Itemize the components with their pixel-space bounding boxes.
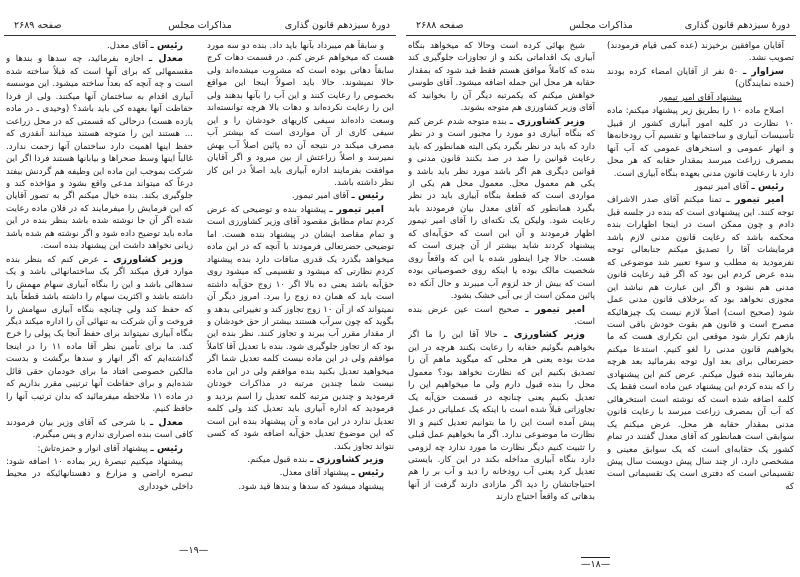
speaker-name: معدل ـ [150, 416, 183, 428]
paragraph-text: آقای امیر تیمور. [291, 191, 349, 202]
paragraph [607, 92, 794, 104]
page-footer-number: —۱۸— [581, 559, 611, 570]
speaker-name: امیر تیمور ـ [329, 203, 384, 215]
text-column [408, 40, 595, 530]
speaker-name: وزیر کشاورزی ـ [509, 115, 585, 127]
paragraph [408, 329, 595, 503]
paragraph-text: آقایان موافقین برخیزند (عده کمی قیام فرمودند) تصویب نشد. [607, 41, 794, 64]
paragraph [607, 105, 794, 180]
header-rule [4, 35, 396, 36]
paragraph-text: عرض کنم که بنظر بنده موارد فرق میکند اگر یک ساختمانهائی باشد و یک سدهائی باشد و این را بنگاه آبیاری سهام مهمش را داشته باشد و اکثریت سهام را داشته باشد قطعاً باید که حفظ کند ولی چنانچه بنگاه آبیاری سهامش را فروخت و آن شرکت به تنهائی آن را اداره میکند دیگر بنگاه آبیاری نمیتواند برای حفظ آنجا یک پولی را خرج کند. ما برای تأمین نظر آقا ماده ۱۱ را در اینجا گذاشته‌ایم که اگر انهار و سدها برگشت و بدست مالکین خصوصی افتاد ما برای خودمان حقی قائل شده‌ایم و برای حفاظت آنها ترتیبی مقرر بداریم که در ماده ۱۱ ملاحظه میفرمائید که بدان ترتیب آنها را حافظ کنیم. [6, 254, 193, 415]
paragraph [607, 181, 794, 193]
paragraph [6, 40, 193, 52]
paragraph [607, 40, 794, 65]
paragraph [408, 116, 595, 303]
page-footer-number: —۱۹— [179, 545, 209, 556]
page-2689 [4, 0, 396, 577]
speaker-name: رئیس ـ [150, 40, 183, 51]
paragraph-text: اجازه بفرمائید، چه سدها و بندها و مقسمهائی که برای آنها است که قبلاً ساخته شده است و چه آنچه که بعداً ساخته میشود. این موسسه آبیاری اقدام به ساختمان آنها میکنند. ولی از فردا حفاظت آنها بعهده کی باید باشد؟ (وحیدی ـ در ماده یازده هست) درحالی که قسمتی که در محل زراعت ... هستند این را متوجه هستند میدانند آنقدری که حفظ اینها اهمیت دارد ساختمان آنها زحمت ندارد. غالباً اینها وسط صحراها و بیابانها هستند فردا اگر این شرکت بموجب این ماده این وظیفه هم گردنش بیفتد درعاً که میتواند مدعی واقع بشود و مؤاخذه کند و جلوگیری بکند. بنده خیال میکنم اگر به تصور آقایان که این فرمایش را میفرمایند که در فلان ماده رعایت شده اگر آن جا نوشته شده باشد بنظر بنده در این ماده باید توضیح داده شود و اگر نوشته هم شده باشد زیانی نخواهد داشت این پیشنهاد بنده است. [6, 54, 193, 252]
paragraph [6, 53, 193, 252]
paragraph-text: پیشنهاد آقای انوار و حمزه‌تاش: [37, 443, 148, 454]
paragraph [6, 417, 193, 442]
paragraph [6, 443, 193, 455]
paragraph-text: پیشنهاد آقای امیر تیمور [659, 92, 742, 103]
speaker-name: رئیس ـ [751, 180, 784, 192]
speaker-name: امیر تیمور ـ [525, 303, 586, 315]
header-title: مذاکرات مجلس [569, 20, 633, 31]
paragraph-text: صحیح است عین عرض بنده است. [408, 304, 595, 327]
text-column [207, 40, 394, 530]
paragraph-text: پیشنهاد بنده و توضیحی که عرض کردم تمام مطابق مقصود آقای وزیر کشاورزی است و تمام مقاصد ایشان در پیشنهاد بنده هست. اما توضیحی حضرتعالی فرمودند با آنچه که در این ماده میخواهد بگذرد یک قدری منافات دارد بنده پیشنهاد کردم نظارتی که میشود و تقسیمی که میشود روی حق‌آبه باشد یعنی ده بالا اگر ۱۰ زوج حق‌آبه داشته است باید که همان ده زوج را ببرد. امروز دیگر آن نمیتواند که از آن ۱۰ زوج تجاوز کند و تغییراتی بدهد و بگوید که چون سرآب هستند بیشتر از حق خودشان و از مقدار مقرر آب ببرند و تجاوز کنند. نظر بنده این بود که از تجاوز جلوگیری شود. بنده با تعدیل آقا کاملاً موافقم ولی در این ماده نیست کلمه تعدیل شما اگر میخواهید تعدیل بکنید بنده موافقم ولی در این ماده نیست شما چندین مرتبه در مذاکرات خودتان فرمودید و چندین مرتبه کلمه تعدیل را اسم بردید و فرمودید که اداره آبیاری باید تعدیل کند ولی کلمه تعدیل ندارد در این ماده و آن پیشنهاد بنده این است که این موضوع تعدیل حق‌آبه اضافه شود که کسی نتواند تجاوز بکند. [207, 204, 394, 452]
speaker-name: معدل ـ [149, 53, 183, 65]
paragraph-text: پیشنهاد میشود که سدها و بندها قید شود. [238, 481, 384, 492]
paragraph-text: شیخ بهائی کرده است وحالا که میخواهد بنگاه آبیاری یک اقداماتی بکند و از تجاوزات جلوگیری کند بنده که کاملاً موافق هستم فقط قید شود که بمقدار حقابه هر محل این جمله اضافه میشود. آقای طوسی خواهش میکنم که یکمرتبه دیگر آن را بخوانید که آقای وزیر کشاورزی هم متوجه بشوند. [408, 41, 595, 114]
paragraph [6, 456, 193, 493]
paragraph [607, 66, 794, 91]
speaker-name: رئیس ـ [351, 190, 384, 202]
paragraph-text: پیشنهاد میکنیم تبصرهٔ زیر بماده ۱۰ اضافه شود: تبصره اراضی و مزارع و دهستانهائیکه در محیط داخلی خودداری [6, 456, 193, 492]
speaker-name: وزیر کشاورزی ـ [104, 253, 183, 265]
header-rule [406, 35, 796, 36]
paragraph-text: آقای امیر تیمور [694, 181, 749, 192]
paragraph-text: تمنا میکنم آقای صدر الاشراف توجه کنند. این پیشنهادی است که بنده در جلسه قبل دادم و چون ممکن است در اینجا اظهارات بنده محکمه باشد که رعایت قانون مدنی لازم باشد فرمایشات آقا را تصدیق میکنم جنابعالی توجه نفرمودید به مطلب و سوء تعبیر شد موضوعی که بنده عرض کردم این بود که اگر قید رعایت قانون مدنی هم نشود و اگر این عبارت هم نباشد این مجوزی نخواهد بود که برخلاف قانون مدنی عمل شود (صحیح است) اصلاً لازم نیست یک چیزهائیکه مصرح است و قانون هم بقوت خودش باقی است بازهم تکرار شود موقعی این تکراری هست که ما بخواهیم قانون مدنی را لغو کنیم. استدعا میکنم حضرتعالی برای بعد اول توجه بفرمائید بعد هرچه بفرمائید بنده قبول میکنم. عرض کنم این پیشنهادی را که بنده کردم این پیشنهاد عین ماده است فقط یک کلمه اضافه شده است که نوشته است استخرهائی که آب آن بمصرف زراعت میرسد با رعایت قانون مدنی بمقدار حقابه هر محل. عرض میکنم یک سوابقی است همانطور که آقای معدل گفتند در تمام کشور یک حقابه‌ای است که یک سوابق معینی و مشخصی دارد. از چند سال پیش دویست سال پیش تقسیماتی است که دفتری است یک تقسیماتی است که [607, 195, 794, 492]
speaker-name: رئیس ـ [351, 467, 384, 479]
running-header [4, 20, 396, 34]
speaker-name: رئیس ـ [150, 442, 183, 454]
page-2688 [406, 0, 796, 577]
paragraph-text: بنده قبول میکنم. [247, 454, 308, 465]
paragraph-text: ۵۰ نفر از آقایان امضاء کرده بودند (خنده نمایندگان) [607, 66, 794, 90]
paragraph [207, 204, 394, 453]
paragraph [207, 40, 394, 189]
paragraph-text: با شرحی که آقای وزیر بیان فرمودند کافی است بنده اصراری ندارم و پس میگیرم. [6, 417, 193, 441]
paragraph-text: بنده متوجه شدم عرض کنم که بنگاه آبیاری دو مورد را مجبور است و در نظر دارد که باید در نظر بگیرد یکی البته همانطور که باید رعایت قوانین را صد در صد بکنند قانون مدنی و قوانین دیگری هم اگر باشد مورد نظر باید باشد و یکی هم معمول محل. معمول محل هم یکی از مواردی است که قطعهٔ بنگاه آبیاری باید در نظر بگیرد همانطور که آقای معدل بیان فرمودند باید رعایت شود. ولیکن یک نکته‌ای را آقای امیر تیمور اظهار فرمودند و آن این است که حق‌آبه‌ای که پیشنهاد کردند شاید بیشتر از آن چیزی است که هست. حالا چرا اینطور شده یا این که واقعاً روی شخصیت مالک بوده یا اینکه روی خصوصیاتی بوده است که بیش از حد لزوم آب میبرند و حال آنکه ده پائین ممکن است از بی آبی خشک بشود. [408, 116, 595, 302]
paragraph [207, 481, 394, 493]
paragraph [207, 454, 394, 466]
page-number: صفحه ۲۶۸۹ [14, 20, 62, 31]
paragraph [408, 40, 595, 115]
paragraph-text: پیشنهاد آقای معدل. [279, 468, 349, 479]
header-title: مذاکرات مجلس [168, 20, 232, 31]
text-column [607, 40, 794, 530]
speaker-name: سزاوار ـ [742, 65, 785, 77]
paragraph-text: حالا آقا این را ما اگر بخواهیم بگوئیم حقابه را رعایت بکنند هرچه در این مدت بوده یعنی هر محلی که میگوید ماهم آن را تصدیق بکنیم این که نظارت نخواهد بود؟ معمول محل را بنده قبول دارم ولی ما میخواهیم این را تعدیل بکنیم یعنی چنانچه در قسمت حق‌آبه یک تجاوزاتی قبلاً شده است با اینکه یک عملیاتی در عمل پیش آمده است این را ما بتوانیم تعدیل کنیم و الا نظارت ما موضوعی ندارد. اگر ما بخواهیم عمل قبلی را تثبیت کنیم دیگر نظارت ما مورد ندارد چه لزومی دارد بنگاه آبیاری مداخله بکند در این کار. بایستی تعدیل کرد یعنی آب رودخانه را دید و آب بر را هم احتیاجاتشان را دید اگر مازادی دارند گرفت از آنها بدهاتی که واقعاً احتیاج دارند [408, 330, 595, 503]
paragraph-text: اصلاح ماده ۱۰ را بطریق زیر پیشنهاد میکنم: ماده ۱۰ نظارت در کلیه امور آبیاری کشور از قبیل تأسیسات آبیاری و ساختمانها و تقسیم آب رودخانه‌ها و انهار عمومی و استخرهای عمومی که آب آنها بمصرف زراعت میرسد بمقدار حقابه که هر محل دارد با رعایت قانون مدنی بعهده بنگاه آبیاری است. [607, 106, 794, 179]
speaker-name: امیر تیمور ـ [726, 194, 784, 206]
paragraph-text: و سابقاً هم میبرداد بآنها باید داد. بنده دو سه مورد هست که میخواهم عرض کنم. در قسمت دهات کرج سابقاً دهاتی بوده است که مشروب میشده‌اند ولی حالا نمیشوند. حالا باید اصولاً اینجا این مواقع بخصوص را رعایت کنند و این آب را بآنها بدهند ولی این را رعایت نکرده‌اند و دهات بالا هرچه توانسته‌اند وسعت داده‌اند سیفی کاریهای خودشان را و این سیفی کاری از آن مواردی است که بیشتر آب مصرف میکند در نتیجه آن ده پائین اصلاً آب بهش نمیرسد و اصلاً زراعتش از بین میرود و اگر آقایان موافقت بفرمایند اداره آبیاری باید اصلاً در این کار نظر داشته باشد. [207, 41, 394, 188]
paragraph [408, 304, 595, 329]
running-header [406, 20, 796, 34]
paragraph-text: آقای معدل. [106, 41, 148, 51]
page-number: صفحه ۲۶۸۸ [416, 20, 464, 31]
paragraph [207, 190, 394, 202]
volume-label: دورهٔ سیزدهم قانون گذاری [284, 20, 390, 31]
speaker-name: وزیر کشاورزی ـ [309, 453, 384, 465]
speaker-name: وزیر کشاورزی ـ [503, 329, 586, 341]
paragraph [607, 194, 794, 493]
paragraph [6, 254, 193, 416]
text-column [6, 40, 193, 530]
volume-label: دورهٔ سیزدهم قانون گذاری [684, 20, 790, 31]
paragraph [207, 467, 394, 479]
